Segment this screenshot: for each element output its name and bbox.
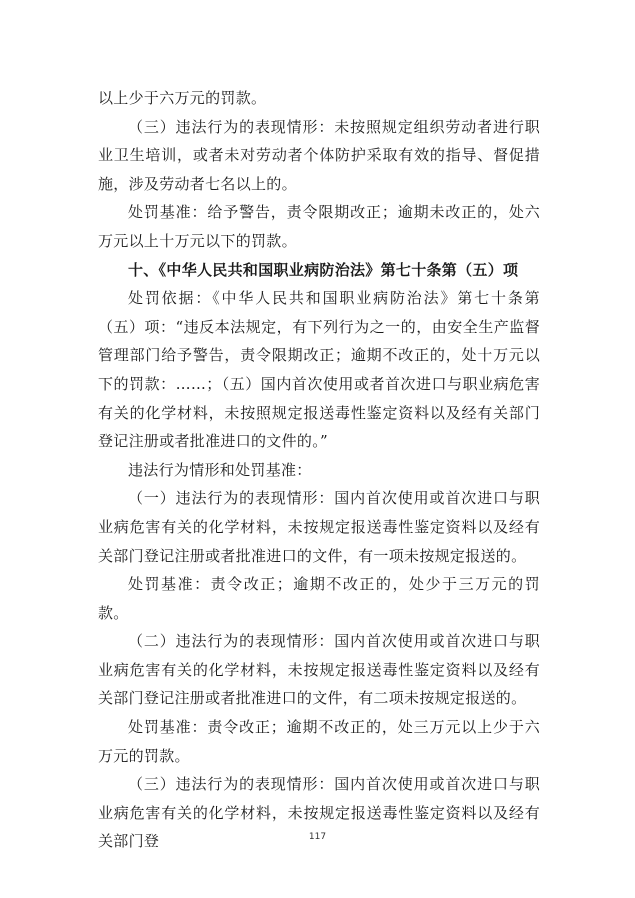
- paragraph-violation-2: （二）违法行为的表现情形：国内首次使用或首次进口与职业病危害有关的化学材料，未按规定报送毒性鉴定资料以及经有关部门登记注册或者批准进口的文件，有二项未按规定报送的。: [98, 632, 540, 708]
- paragraph-violation-3: （三）违法行为的表现情形：国内首次使用或首次进口与职业病危害有关的化学材料，未按规定报送毒性鉴定资料以及经有关部门登: [98, 775, 540, 851]
- paragraph-violation-1: （一）违法行为的表现情形：国内首次使用或首次进口与职业病危害有关的化学材料，未按规定报送毒性鉴定资料以及经有关部门登记注册或者批准进口的文件，有一项未按规定报送的。: [98, 489, 540, 565]
- page-number: 117: [308, 832, 327, 842]
- paragraph-continuation: 以上少于六万元的罚款。: [98, 89, 267, 107]
- paragraph-violation-3-training: （三）违法行为的表现情形：未按照规定组织劳动者进行职业卫生培训，或者未对劳动者个体防护采取有效的指导、督促措施，涉及劳动者七名以上的。: [98, 117, 540, 193]
- section-heading: 十、《中华人民共和国职业病防治法》第七十条第（五）项: [128, 260, 519, 279]
- paragraph-penalty-1: 处罚基准：责令改正；逾期不改正的，处少于三万元的罚款。: [98, 575, 540, 622]
- paragraph-legal-basis: 处罚依据：《中华人民共和国职业病防治法》第七十条第（五）项：“违反本法规定，有下列行为之一的，由安全生产监督管理部门给予警告，责令限期改正；逾期不改正的，处十万元以下的罚款：……；（五）国内首次使用或者首次进口与职业病危害有关的化学材料，未按照规定报送毒性鉴定资料以及经有关部门登记注册或者批准进口的文件的。”: [98, 289, 540, 451]
- paragraph-penalty-standard: 处罚基准：给予警告，责令限期改正；逾期未改正的，处六万元以上十万元以下的罚款。: [98, 203, 540, 250]
- paragraph-penalty-2: 处罚基准：责令改正；逾期不改正的，处三万元以上少于六万元的罚款。: [98, 718, 540, 765]
- document-body: [98, 84, 540, 856]
- paragraph-circumstances-title: 违法行为情形和处罚基准：: [128, 460, 312, 479]
